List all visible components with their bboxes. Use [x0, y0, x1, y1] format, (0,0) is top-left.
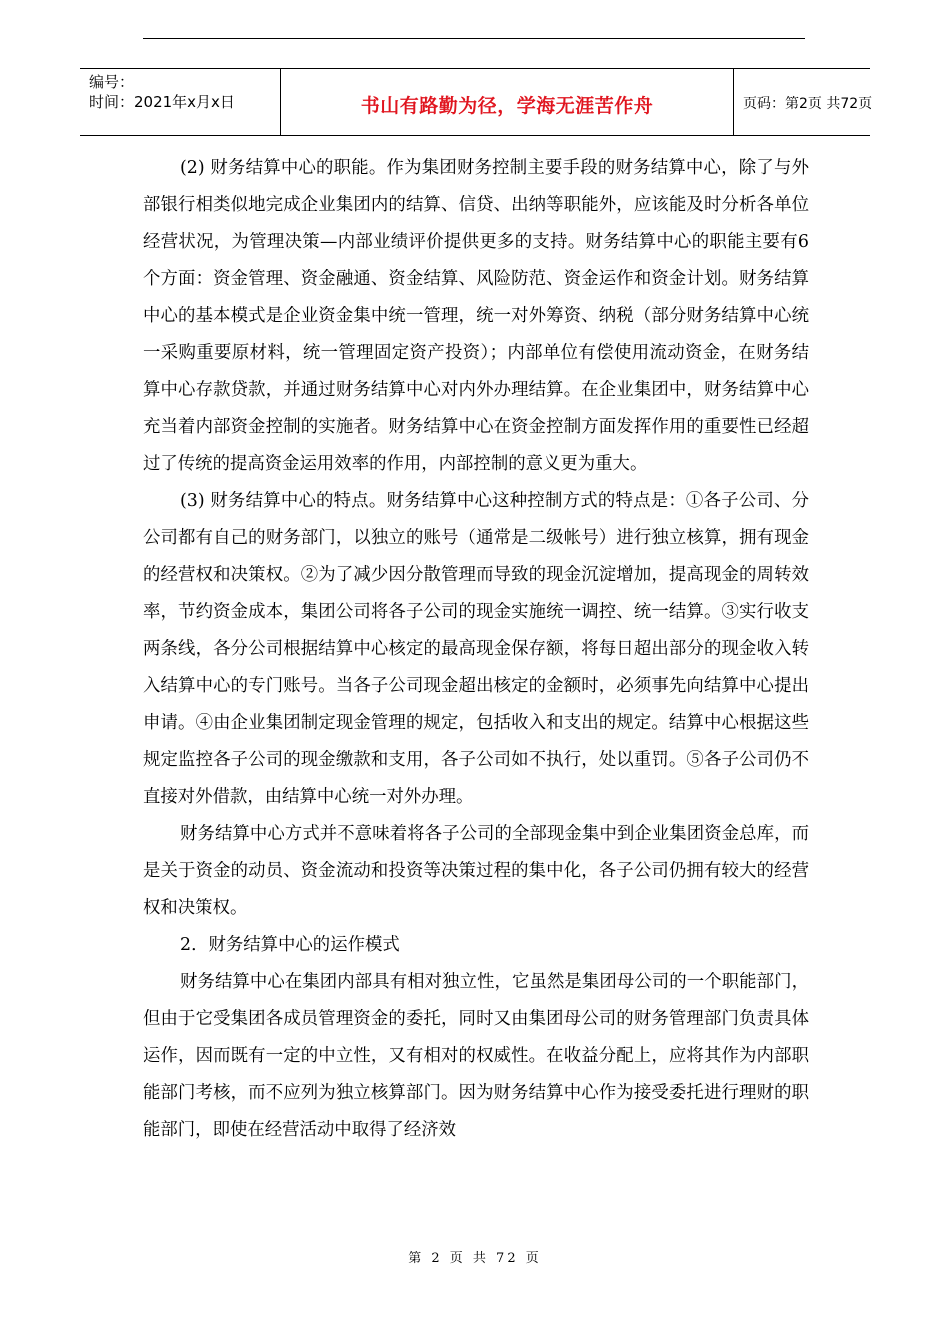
header-meta-cell	[80, 69, 280, 135]
document-number-label: 编号：	[89, 73, 135, 91]
header-motto-cell	[280, 69, 734, 135]
document-date: 时间：2021年x月x日	[89, 93, 235, 111]
header-table	[80, 68, 873, 136]
page-info: 页码：第2页 共72页	[743, 96, 873, 112]
page-footer: 第 2 页 共 72 页	[408, 1251, 542, 1266]
document-body	[143, 150, 809, 1149]
header-page-cell	[733, 69, 873, 135]
section-heading: 2．财务结算中心的运作模式	[180, 935, 400, 955]
motto-text: 书山有路勤为径，学海无涯苦作舟	[360, 95, 654, 117]
paragraph-summary: 财务结算中心方式并不意味着将各子公司的全部现金集中到企业集团资金总库，而是关于资金的动员、资金流动和投资等决策过程的集中化，各子公司仍拥有较大的经营权和决策权。	[143, 824, 809, 918]
top-rule	[143, 38, 805, 39]
paragraph-characteristics: (3) 财务结算中心的特点。财务结算中心这种控制方式的特点是：①各子公司、分公司都有自己的财务部门，以独立的账号（通常是二级帐号）进行独立核算，拥有现金的经营权和决策权。②为了减少因分散管理而导致的现金沉淀增加，提高现金的周转效率，节约资金成本，集团公司将各子公司的现金实施统一调控、统一结算。③实行收支两条线，各分公司根据结算中心核定的最高现金保存额，将每日超出部分的现金收入转入结算中心的专门账号。当各子公司现金超出核定的金额时，必须事先向结算中心提出申请。④由企业集团制定现金管理的规定，包括收入和支出的规定。结算中心根据这些规定监控各子公司的现金缴款和支用，各子公司如不执行，处以重罚。⑤各子公司仍不直接对外借款，由结算中心统一对外办理。	[143, 491, 809, 807]
paragraph-functions: (2) 财务结算中心的职能。作为集团财务控制主要手段的财务结算中心，除了与外部银行相类似地完成企业集团内的结算、信贷、出纳等职能外，应该能及时分析各单位经营状况，为管理决策—内部业绩评价提供更多的支持。财务结算中心的职能主要有6个方面：资金管理、资金融通、资金结算、风险防范、资金运作和资金计划。财务结算中心的基本模式是企业资金集中统一管理，统一对外筹资、纳税（部分财务结算中心统一采购重要原材料，统一管理固定资产投资）；内部单位有偿使用流动资金，在财务结算中心存款贷款，并通过财务结算中心对内外办理结算。在企业集团中，财务结算中心充当着内部资金控制的实施者。财务结算中心在资金控制方面发挥作用的重要性已经超过了传统的提高资金运用效率的作用，内部控制的意义更为重大。	[143, 158, 809, 474]
paragraph-operation-mode: 财务结算中心在集团内部具有相对独立性，它虽然是集团母公司的一个职能部门，但由于它受集团各成员管理资金的委托，同时又由集团母公司的财务管理部门负责具体运作，因而既有一定的中立性，又有相对的权威性。在收益分配上，应将其作为内部职能部门考核，而不应列为独立核算部门。因为财务结算中心作为接受委托进行理财的职能部门，即使在经营活动中取得了经济效	[143, 972, 809, 1140]
